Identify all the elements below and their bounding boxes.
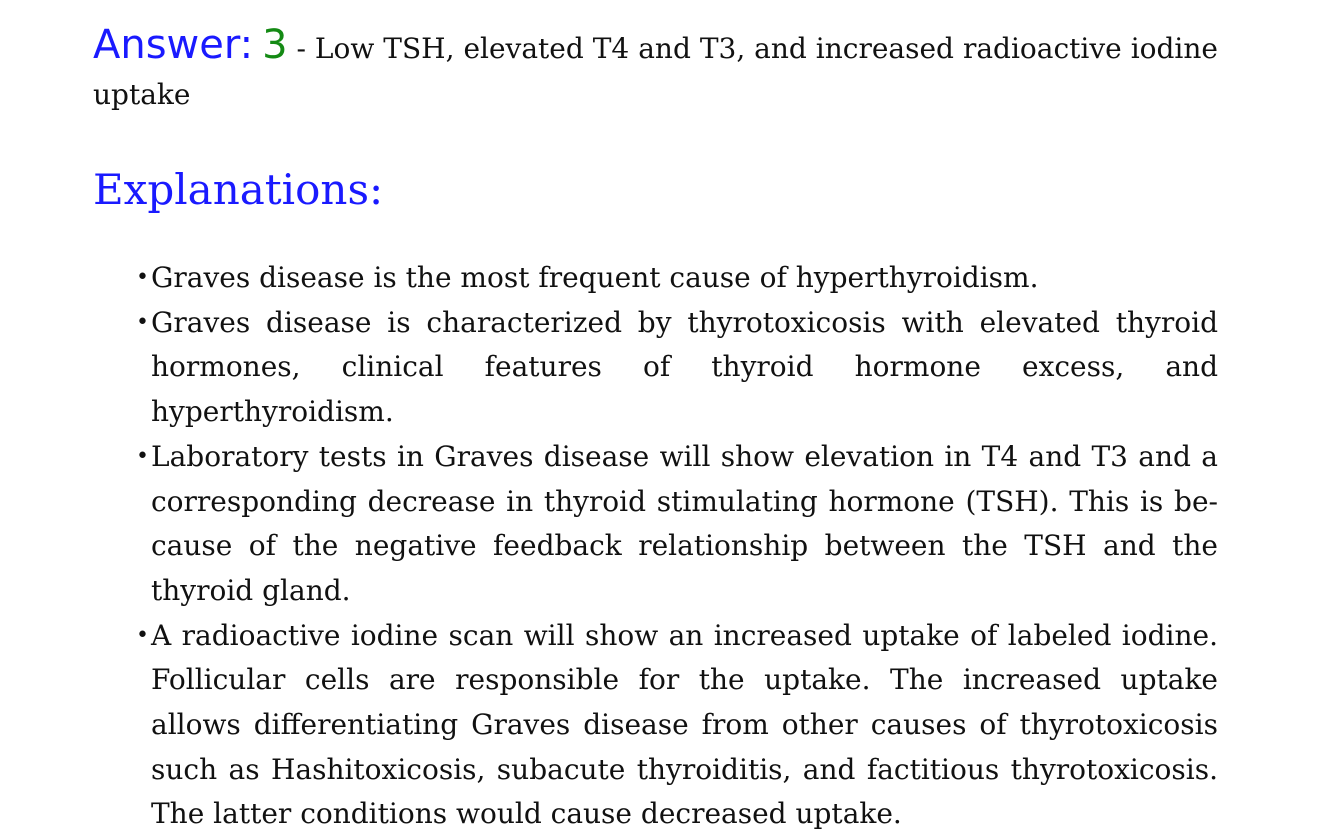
bullet-icon: •	[136, 309, 149, 335]
explanation-item	[136, 256, 1218, 301]
explanation-text: A radioactive iodine scan will show an increased uptake of labeled iodine. Follicular cells are responsible for the uptake. The increased uptake allows differentiating Graves disease from other causes of thyrotoxicosis such as Hashitoxicosis, subacute thyroiditis, and factitious thyrotoxicosis. The latter conditions would cause decreased uptake.	[151, 618, 1218, 831]
explanations-heading: Explanations:	[93, 165, 384, 214]
explanations-list	[93, 256, 1218, 837]
explanation-item	[136, 614, 1218, 837]
answer-explanation-page	[93, 22, 1218, 837]
bullet-icon: •	[136, 443, 149, 469]
answer-label: Answer:	[93, 22, 254, 68]
answer-line	[93, 22, 1218, 118]
explanation-item	[136, 435, 1218, 614]
explanation-text: Graves disease is the most frequent cause of hyperthyroidism.	[151, 261, 1039, 294]
explanation-text: Laboratory tests in Graves disease will show elevation in T4 and T3 and a corresponding decrease in thyroid stimulating hormone (TSH). This is because of the negative feedback relationship between the TSH and the thyroid gland.	[151, 439, 1218, 607]
answer-number: 3	[262, 22, 288, 68]
bullet-icon: •	[136, 622, 149, 648]
bullet-icon: •	[136, 265, 149, 290]
answer-text: - Low TSH, elevated T4 and T3, and increased radioactive iodine uptake	[93, 32, 1218, 111]
explanation-text: Graves disease is characterized by thyrotoxicosis with elevated thyroid hormones, clinical features of thyroid hormone excess, and hyperthyroidism.	[151, 305, 1218, 429]
explanation-item	[136, 301, 1218, 435]
